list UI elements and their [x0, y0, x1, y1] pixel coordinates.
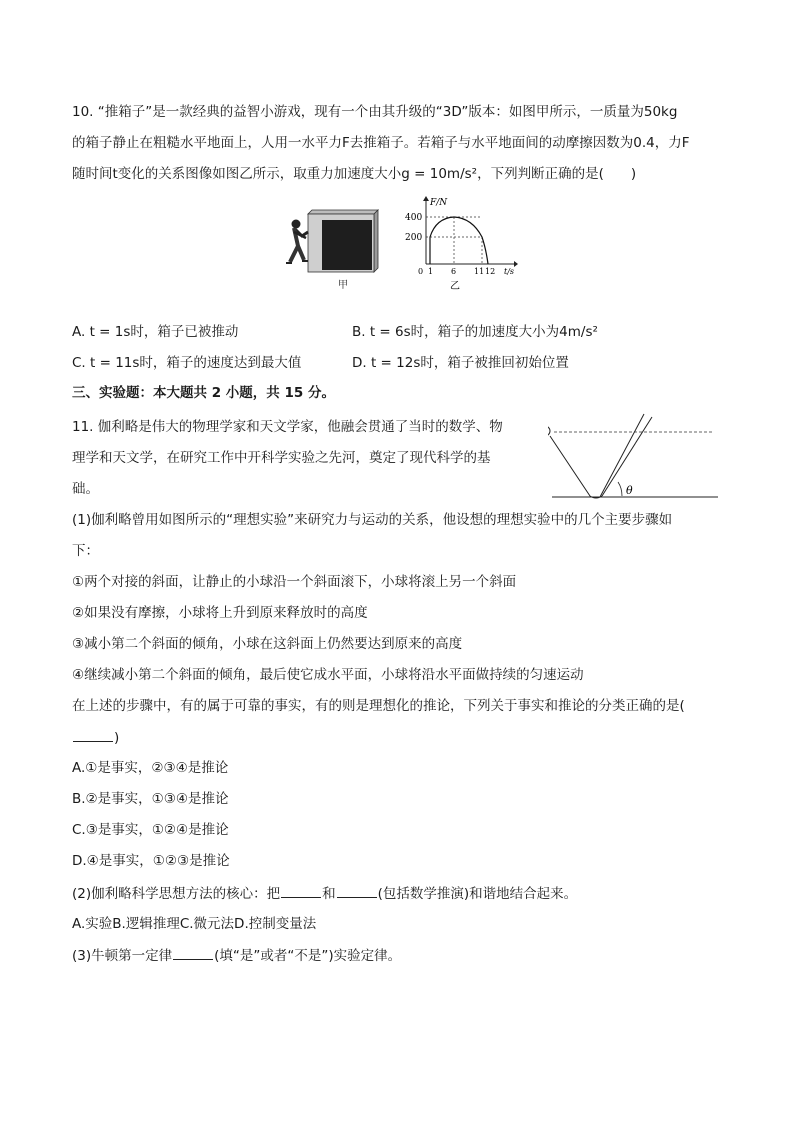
q11-part1-line-2: 下：	[72, 543, 99, 559]
q11-choice-c: C.③是事实，①②④是推论	[72, 822, 229, 838]
q11-classify-answer-row	[72, 728, 119, 747]
answer-blank-4[interactable]	[173, 946, 213, 960]
figure-galileo-inclined-planes	[548, 412, 720, 502]
q11-step-4: ④继续减小第二个斜面的倾角，最后使它成水平面，小球将沿水平面做持续的匀速运动	[72, 667, 584, 683]
q11-intro-line-1: 11. 伽利略是伟大的物理学家和天文学家，他融会贯通了当时的数学、物	[72, 419, 503, 435]
q11-part2-row	[72, 884, 577, 903]
graph-x-tick-1: 1	[428, 267, 434, 276]
q11-intro-line-3: 础。	[72, 481, 99, 497]
q11-part1-line-1: (1)伽利略曾用如图所示的“理想实验”来研究力与运动的关系，他设想的理想实验中的几个主要步骤如	[72, 512, 673, 528]
q10-option-b: B. t = 6s时，箱子的加速度大小为4m/s²	[352, 324, 598, 340]
q11-step-2: ②如果没有摩擦，小球将上升到原来释放时的高度	[72, 605, 368, 621]
q11-classify-close: )	[114, 730, 120, 746]
figure-yi-force-time-graph	[400, 194, 520, 294]
answer-blank-3[interactable]	[337, 884, 377, 898]
q10-stem-line-2: 的箱子静止在粗糙水平地面上，人用一水平力F去推箱子。若箱子与水平地面间的动摩擦因数为0.4，力F	[72, 135, 690, 151]
q11-choice-d: D.④是事实，①②③是推论	[72, 853, 230, 869]
ball-icon	[548, 426, 550, 436]
figure-yi-label: 乙	[450, 281, 460, 292]
graph-y-axis-label: F/N	[430, 198, 448, 208]
graph-y-tick-200: 200	[405, 233, 423, 243]
graph-x-tick-11: 11	[474, 267, 485, 276]
q11-part3-text-b: (填“是”或者“不是”)实验定律。	[214, 948, 402, 964]
q11-part2-options: A.实验B.逻辑推理C.微元法D.控制变量法	[72, 916, 317, 932]
q11-part2-text-b: 和	[322, 886, 336, 902]
q11-classify-question: 在上述的步骤中，有的属于可靠的事实，有的则是理想化的推论，下列关于事实和推论的分类正确的是(	[72, 698, 685, 714]
q10-option-a: A. t = 1s时，箱子已被推动	[72, 324, 239, 340]
q11-choice-a: A.①是事实，②③④是推论	[72, 760, 229, 776]
graph-x-axis-label: t/s	[504, 267, 515, 276]
figure-jia-label: 甲	[338, 280, 348, 291]
q11-part2-text-a: (2)伽利略科学思想方法的核心：把	[72, 886, 281, 902]
q10-stem-line-3: 随时间t变化的关系图像如图乙所示，取重力加速度大小g = 10m/s²，下列判断正确的是( )	[72, 166, 637, 182]
figure-jia-person-pushing-box	[278, 206, 386, 292]
q10-option-c: C. t = 11s时，箱子的速度达到最大值	[72, 355, 302, 371]
q11-step-3: ③减小第二个斜面的倾角，小球在这斜面上仍然要达到原来的高度	[72, 636, 463, 652]
q11-part3-text-a: (3)牛顿第一定律	[72, 948, 173, 964]
q11-part2-text-c: (包括数学推演)和谐地结合起来。	[377, 886, 578, 902]
q10-stem-line-1: 10. “推箱子”是一款经典的益智小游戏，现有一个由其升级的“3D”版本：如图甲所示，一质量为50kg	[72, 104, 678, 120]
q10-option-d: D. t = 12s时，箱子被推回初始位置	[352, 355, 569, 371]
q11-intro-line-2: 理学和天文学，在研究工作中开科学实验之先河，奠定了现代科学的基	[72, 450, 491, 466]
graph-force-curve	[430, 217, 488, 264]
graph-x-tick-6: 6	[451, 267, 457, 276]
answer-blank-1[interactable]	[73, 728, 113, 742]
graph-x-tick-0: 0	[418, 267, 424, 276]
graph-y-tick-400: 400	[405, 213, 423, 223]
graph-x-tick-12: 12	[485, 267, 496, 276]
answer-blank-2[interactable]	[281, 884, 321, 898]
q11-step-1: ①两个对接的斜面，让静止的小球沿一个斜面滚下，小球将滚上另一个斜面	[72, 574, 517, 590]
q11-part3-row	[72, 946, 401, 965]
figure-theta-label: θ	[626, 484, 633, 497]
section-3-heading: 三、实验题：本大题共 2 小题，共 15 分。	[72, 385, 335, 401]
q11-choice-b: B.②是事实，①③④是推论	[72, 791, 229, 807]
